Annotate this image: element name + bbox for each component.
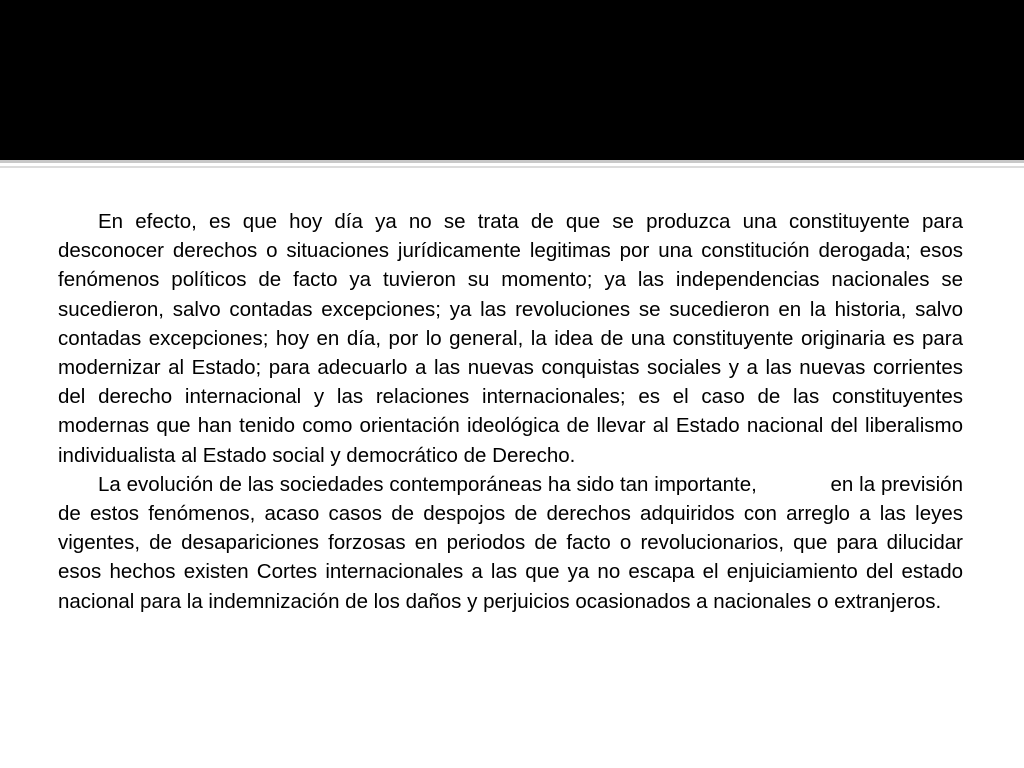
paragraph-2 [58, 470, 963, 616]
header-divider [0, 160, 1024, 163]
title-bar [0, 0, 1024, 160]
paragraph-2-text-start: La evolución de las sociedades contemporáneas ha sido tan importante, [98, 472, 757, 496]
body-text [58, 207, 963, 616]
paragraph-1-text: En efecto, es que hoy día ya no se trata de que se produzca una constituyente para desconocer derechos o situaciones jurídicamente legitimas por una constitución derogada; esos fenómenos políticos de facto ya tuvieron su momento; ya las independencias nacionales se sucedieron, salvo contadas excepciones; ya las revoluciones se sucedieron en la historia, salvo contadas excepciones; hoy en día, por lo general, la idea de una constituyente originaria es para modernizar al Estado; para adecuarlo a las nuevas conquistas sociales y a las nuevas corrientes del derecho internacional y las relaciones internacionales; es el caso de las constituyentes modernas que han tenido como orientación ideológica de llevar al Estado nacional del liberalismo individualista al Estado social y democrático de Derecho. [58, 210, 963, 467]
header-divider-thin [0, 166, 1024, 168]
paragraph-1 [58, 207, 963, 470]
paragraph-2-text-rest: en la previsión de estos fenómenos, acaso casos de despojos de derechos adquiridos con arreglo a las leyes vigentes, de desapariciones forzosas en periodos de facto o revolucionarios, que para dilucidar esos hechos existen Cortes internacionales a las que ya no escapa el enjuiciamiento del estado nacional para la indemnización de los daños y perjuicios ocasionados a nacionales o extranjeros. [58, 472, 963, 613]
